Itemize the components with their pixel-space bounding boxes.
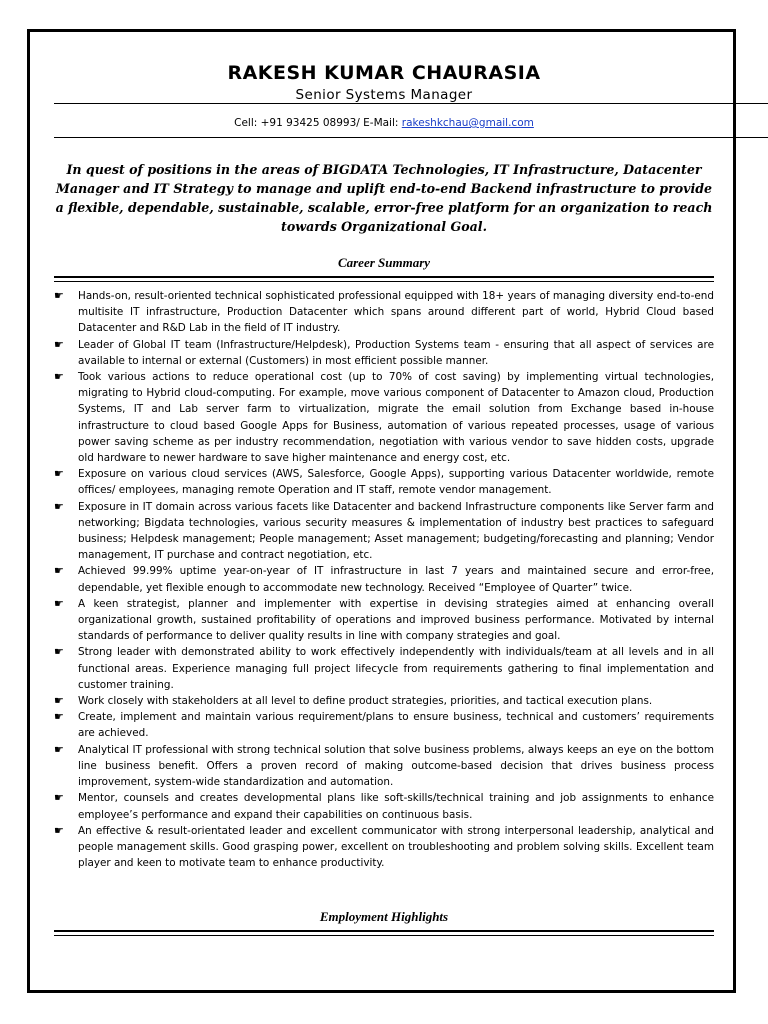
employment-highlights-heading: Employment Highlights: [319, 909, 449, 924]
header-divider: [54, 103, 768, 104]
summary-item: [54, 499, 714, 564]
contact-line: [0, 117, 768, 129]
summary-item: [54, 742, 714, 791]
candidate-name: RAKESH KUMAR CHAURASIA: [227, 62, 541, 84]
pointing-hand-icon: ☛: [54, 370, 64, 384]
pointing-hand-icon: ☛: [54, 645, 64, 659]
summary-item: [54, 693, 714, 709]
pointing-hand-icon: ☛: [54, 742, 64, 756]
pointing-hand-icon: ☛: [54, 823, 64, 837]
contact-text: Cell: +91 93425 08993/ E-Mail:: [234, 117, 402, 129]
pointing-hand-icon: ☛: [54, 289, 64, 302]
summary-item-text: Work closely with stakeholders at all level to define product strategies, priorities, and tactical execution plans.: [78, 695, 653, 708]
summary-item: [54, 790, 714, 822]
contact-divider: [54, 137, 768, 138]
pointing-hand-icon: ☛: [54, 596, 64, 610]
career-summary-list: [54, 288, 714, 871]
employment-highlights-rule-thin: [54, 935, 714, 936]
pointing-hand-icon: ☛: [54, 791, 64, 805]
summary-item-text: Exposure in IT domain across various facets like Datacenter and backend Infrastructure components like Server farm and networking; Bigdata technologies, various security measures & implementation of industry best practices to safeguard business; Helpdesk management; People management; Asset management; budgeting/forecasting and planning; Vendor management, IT purchase and contract negotiation, etc.: [78, 500, 714, 562]
career-summary-rule-thin: [54, 281, 714, 282]
pointing-hand-icon: ☛: [54, 467, 64, 481]
email-link[interactable]: rakeshkchau@gmail.com: [401, 117, 534, 129]
pointing-hand-icon: ☛: [54, 499, 64, 513]
employment-highlights-rule: [54, 930, 714, 934]
pointing-hand-icon: ☛: [54, 710, 64, 724]
summary-item-text: Mentor, counsels and creates developmental plans like soft-skills/technical training and job assignments to enhance employee’s performance and expand their capabilities on continuous basis.: [78, 792, 714, 821]
summary-item: [54, 596, 714, 645]
summary-item-text: Leader of Global IT team (Infrastructure/Helpdesk), Production Systems team - ensuring that all aspect of services are available to internal or external (Customers) in most efficient possible manner.: [78, 338, 714, 367]
objective-statement: In quest of positions in the areas of BIGDATA Technologies, IT Infrastructure, Datacenter Manager and IT Strategy to manage and uplift end-to-end Backend infrastructure to provide a flexible, dependable, sustainable, scalable, error-free platform for an organization to reach towards Organizational Goal.: [55, 162, 713, 234]
pointing-hand-icon: ☛: [54, 694, 64, 708]
summary-item: [54, 369, 714, 466]
summary-item-text: A keen strategist, planner and implementer with expertise in devising strategies aimed at enhancing overall organizational growth, sustained profitability of operations and improved business performance. Motivated by internal standards of performance to deliver quality results in line with company strategies and goal.: [78, 597, 714, 643]
summary-item-text: Create, implement and maintain various requirement/plans to ensure business, technical and customers’ requirements are achieved.: [78, 711, 714, 740]
summary-item: [54, 288, 714, 337]
summary-item-text: Exposure on various cloud services (AWS, Salesforce, Google Apps), supporting various Datacenter worldwide, remote offices/ employees, managing remote Operation and IT staff, remote vendor management.: [78, 468, 714, 497]
summary-item-text: Achieved 99.99% uptime year-on-year of IT infrastructure in last 7 years and maintained secure and error-free, dependable, yet flexible enough to accommodate new technology. Received “Employee of Quarter” twice.: [78, 565, 714, 594]
job-title: Senior Systems Manager: [295, 87, 473, 103]
summary-item: [54, 823, 714, 872]
summary-item: [54, 709, 714, 741]
summary-item-text: An effective & result-orientated leader and excellent communicator with strong interpersonal leadership, analytical and people management skills. Good grasping power, excellent on troubleshooting and problem solving skills. Excellent team player and keen to motivate team to enhance productivity.: [78, 824, 714, 870]
summary-item-text: Analytical IT professional with strong technical solution that solve business problems, always keeps an eye on the bottom line business benefit. Offers a proven record of making outcome-based decision that drives business process improvement, system-wide standardization and automation.: [78, 743, 714, 789]
summary-item: [54, 466, 714, 498]
career-summary-heading: Career Summary: [337, 255, 431, 270]
summary-item: [54, 644, 714, 693]
summary-item-text: Strong leader with demonstrated ability to work effectively independently with individuals/team at all levels and in all functional areas. Experience managing full project lifecycle from requirements gathering to final implementation and customer training.: [78, 646, 714, 691]
pointing-hand-icon: ☛: [54, 564, 64, 578]
summary-item: [54, 337, 714, 369]
summary-item-text: Hands-on, result-oriented technical sophisticated professional equipped with 18+ years of managing diversity end-to-end multisite IT infrastructure, Production Datacenter which spans around different part of world, Hybrid Cloud based Datacenter and R&D Lab in the field of IT industry.: [78, 290, 714, 335]
summary-item: [54, 563, 714, 595]
career-summary-rule: [54, 276, 714, 280]
pointing-hand-icon: ☛: [54, 337, 64, 351]
summary-item-text: Took various actions to reduce operational cost (up to 70% of cost saving) by implementing virtual technologies, migrating to Hybrid cloud-computing. For example, move various component of Datacenter to Amazon cloud, Production Systems, IT and Lab server farm to virtualization, migrate the email solution from Exchange based in-house infrastructure to cloud based Google Apps for Business, automation of various repeated processes, usage of various power saving scheme as per industry recommendation, negotiation with various vendor to save hidden costs, upgrade old hardware to newer hardware to save higher maintenance and energy cost, etc.: [78, 371, 714, 465]
